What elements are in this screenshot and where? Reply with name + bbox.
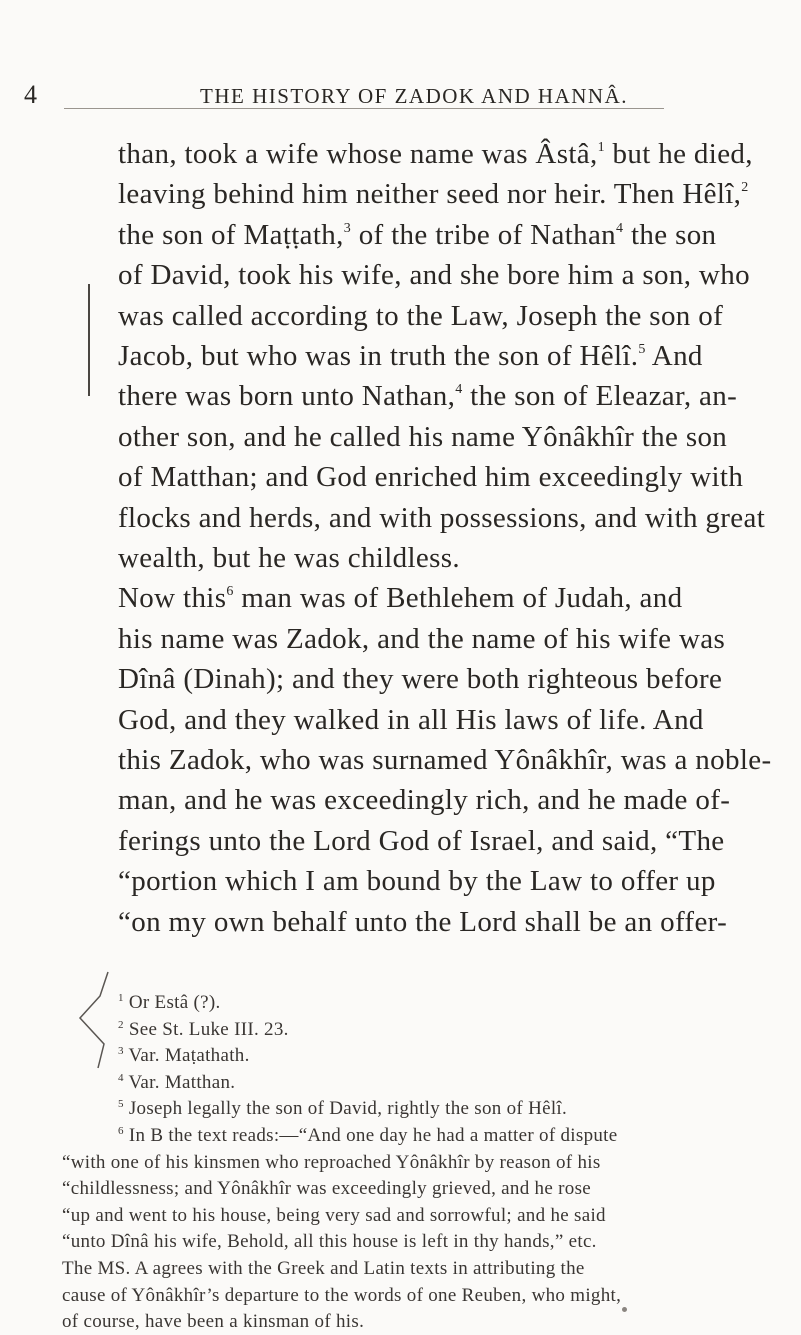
body-line xyxy=(118,336,703,376)
footnote-marker: 4 xyxy=(616,220,624,236)
body-line xyxy=(118,740,771,780)
text-run: of David, took his wife, and she bore him a son, who xyxy=(118,259,750,292)
body-line xyxy=(118,417,727,457)
text-run: Or Estâ (?). xyxy=(123,992,221,1013)
text-run: leaving behind him neither seed nor heir. Then Hêlî, xyxy=(118,178,742,211)
text-run: “portion which I am bound by the Law to offer up xyxy=(118,865,716,898)
text-run: “unto Dînâ his wife, Behold, all this house is left in thy hands,” etc. xyxy=(62,1231,597,1253)
text-run: his name was Zadok, and the name of his wife was xyxy=(118,622,726,655)
footnote-marker: 4 xyxy=(455,382,463,398)
text-run: was called according to the Law, Joseph the son of xyxy=(118,299,724,332)
margin-bar-mark xyxy=(88,284,90,396)
footnote-line xyxy=(62,1229,597,1255)
body-line xyxy=(118,578,682,618)
body-line xyxy=(118,538,460,578)
body-line xyxy=(118,498,765,538)
footnote-marker: 2 xyxy=(741,180,749,196)
body-line xyxy=(118,457,743,497)
text-run: cause of Yônâkhîr’s departure to the words of one Reuben, who might, xyxy=(62,1284,622,1306)
text-run: ferings unto the Lord God of Israel, and said, “The xyxy=(118,824,725,857)
footnote-marker: 6 xyxy=(118,1125,124,1137)
text-run: the son of Maṭṭath, xyxy=(118,218,344,251)
body-line xyxy=(118,215,716,255)
footnote-marker: 5 xyxy=(638,342,646,357)
footnote-marker: 4 xyxy=(118,1071,124,1084)
body-line xyxy=(118,255,750,295)
body-line xyxy=(118,174,749,214)
footnote-line xyxy=(62,1256,585,1282)
text-run: the son xyxy=(623,218,717,251)
body-line xyxy=(118,700,704,740)
text-run: but he died, xyxy=(604,138,753,170)
text-run: wealth, but he was childless. xyxy=(118,542,460,574)
footnote-line xyxy=(118,1096,567,1122)
text-run: of course, have been a kinsman of his. xyxy=(62,1311,365,1333)
body-line xyxy=(118,861,716,901)
text-run: “on my own behalf unto the Lord shall be an offer- xyxy=(118,905,728,938)
text-run: man was of Bethlehem of Judah, and xyxy=(233,582,683,615)
page-number: 4 xyxy=(24,80,37,109)
text-run: Var. Matthan. xyxy=(123,1071,236,1093)
footnote-line xyxy=(62,1309,364,1335)
footnote-marker: 5 xyxy=(118,1098,124,1111)
footnote-line xyxy=(62,1283,621,1309)
footnote-marker: 3 xyxy=(343,220,352,236)
footnote-line xyxy=(118,1070,235,1096)
text-run: Jacob, but who was in truth the son of Hêlî. xyxy=(118,340,639,372)
text-run: of the tribe of Nathan xyxy=(351,218,617,251)
text-run: Var. Maṭathath. xyxy=(123,1045,250,1067)
text-run: “up and went to his house, being very sad and sorrowful; and he said xyxy=(62,1204,606,1226)
text-run: In B the text reads:—“And one day he had a matter of dispute xyxy=(123,1125,618,1146)
footnote-line xyxy=(118,990,221,1016)
text-run: there was born unto Nathan, xyxy=(118,380,456,413)
text-run: man, and he was exceedingly rich, and he made of- xyxy=(118,784,731,817)
body-line xyxy=(118,821,725,861)
footnote-marker: 6 xyxy=(226,584,234,600)
footnote-line xyxy=(62,1203,606,1229)
footnote-marker: 1 xyxy=(597,140,605,155)
footnote-line xyxy=(62,1176,591,1202)
body-line xyxy=(118,376,737,416)
text-run: The MS. A agrees with the Greek and Latin texts in attributing the xyxy=(62,1258,585,1279)
text-run: Now this xyxy=(118,582,227,615)
footnote-marker: 1 xyxy=(118,992,124,1004)
running-head: THE HISTORY OF ZADOK AND HANNÂ. xyxy=(200,84,629,108)
footnote-line xyxy=(62,1150,601,1176)
footnote-marker: 2 xyxy=(118,1018,124,1031)
footnote-line xyxy=(118,1043,250,1069)
body-line xyxy=(118,780,730,820)
footnote-marker: 3 xyxy=(118,1045,124,1058)
text-run: of Matthan; and God enriched him exceedingly with xyxy=(118,461,744,494)
text-run: than, took a wife whose name was Âstâ, xyxy=(118,138,598,170)
text-run: the son of Eleazar, an- xyxy=(462,380,738,413)
body-line xyxy=(118,659,722,699)
text-run: flocks and herds, and with possessions, and with great xyxy=(118,501,766,534)
page-mark-dot xyxy=(622,1307,627,1312)
margin-bracket-mark xyxy=(74,968,114,1088)
text-run: God, and they walked in all His laws of life. And xyxy=(118,703,704,736)
body-line xyxy=(118,619,725,659)
footnote-line xyxy=(118,1017,289,1043)
body-line xyxy=(118,902,727,942)
text-run: other son, and he called his name Yônâkhîr the son xyxy=(118,420,728,453)
text-run: this Zadok, who was surnamed Yônâkhîr, was a noble- xyxy=(118,744,772,776)
text-run: “with one of his kinsmen who reproached Yônâkhîr by reason of his xyxy=(62,1151,601,1173)
text-run: Dînâ (Dinah); and they were both righteous before xyxy=(118,663,723,696)
header-rule xyxy=(64,108,664,109)
text-run: See St. Luke III. 23. xyxy=(123,1018,289,1040)
text-run: Joseph legally the son of David, rightly the son of Hêlî. xyxy=(123,1098,568,1120)
text-run: And xyxy=(645,340,703,372)
footnote-line xyxy=(118,1123,618,1149)
body-line xyxy=(118,134,753,174)
body-line xyxy=(118,296,723,336)
text-run: “childlessness; and Yônâkhîr was exceedingly grieved, and he rose xyxy=(62,1178,591,1200)
